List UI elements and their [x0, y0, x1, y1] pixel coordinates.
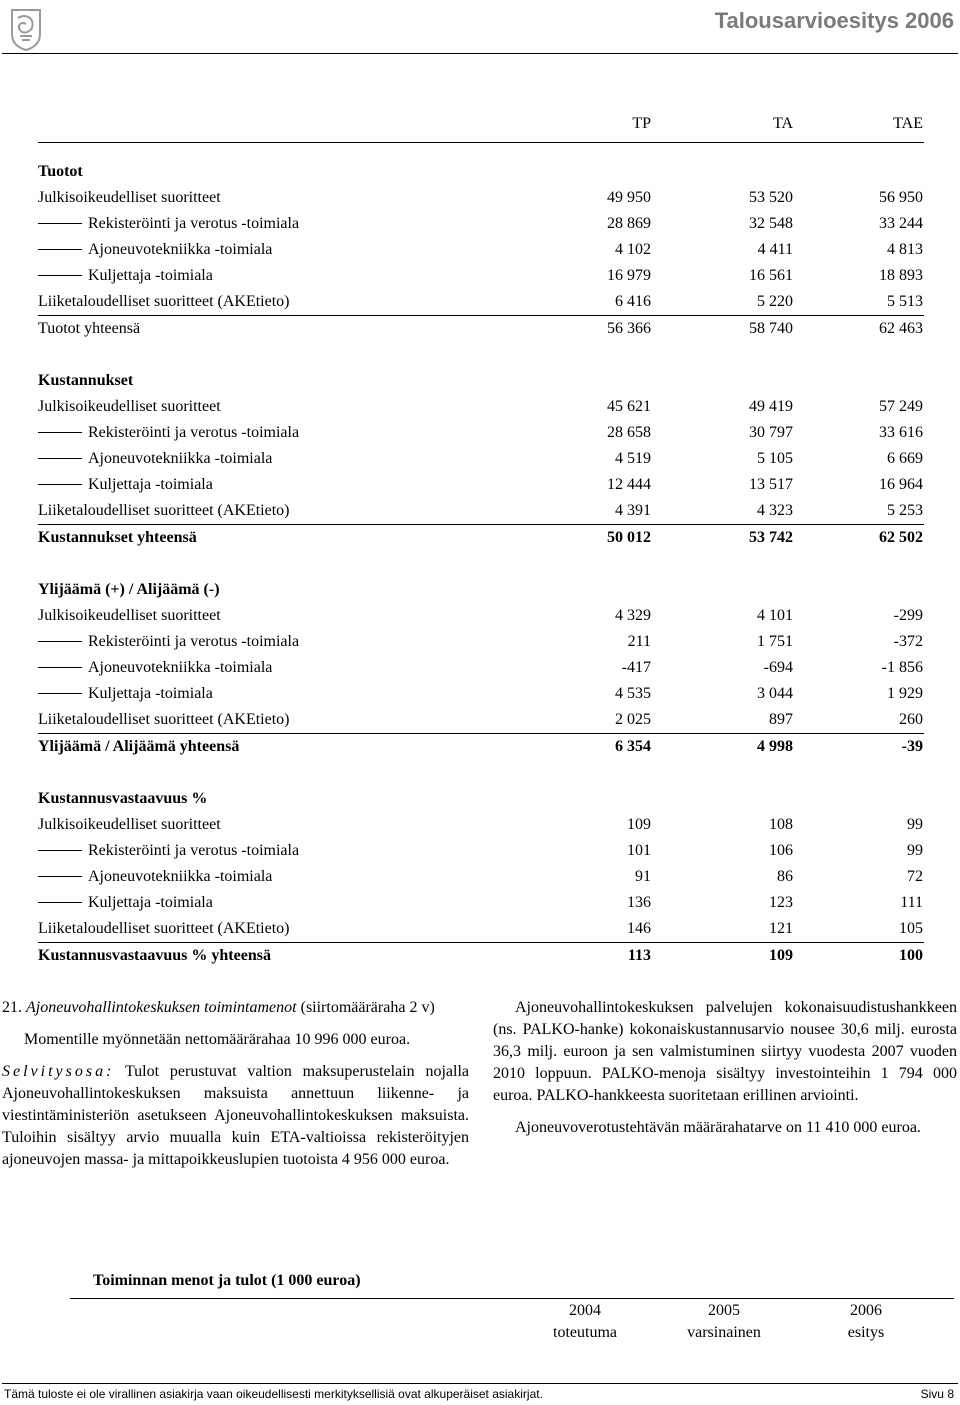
row-value: -372: [893, 633, 923, 650]
total-value: 62 463: [879, 320, 923, 337]
section-spacer: [38, 760, 924, 786]
row-value: 111: [900, 894, 923, 911]
row-value: 33 616: [879, 424, 923, 441]
row-label-text: Ajoneuvotekniikka -toimiala: [88, 659, 273, 676]
section-title: [38, 159, 924, 185]
row-value: 6 416: [615, 293, 651, 310]
row-value: 86: [777, 868, 793, 885]
row-value: 1 751: [757, 633, 793, 650]
table-row: [38, 420, 924, 446]
row-label-text: Rekisteröinti ja verotus -toimiala: [88, 633, 300, 650]
row-value: 13 517: [749, 476, 793, 493]
table-row: [38, 707, 924, 733]
selvitysosa-label: Selvitysosa:: [2, 1063, 115, 1080]
document-title: Talousarvioesitys 2006: [714, 8, 954, 33]
column-header-tae: TAE: [893, 115, 923, 132]
row-value: 28 869: [607, 215, 651, 232]
row-value: 45 621: [607, 398, 651, 415]
row-value: 16 964: [879, 476, 923, 493]
row-value: 4 329: [615, 607, 651, 624]
palko-paragraph: Ajoneuvohallintokeskuksen palvelujen kokonaisuudistushankkeen (ns. PALKO-hanke) kokonaiskustannusarvio nousee 30,6 milj. eurosta 36,3 milj. euroon ja sen valmistuminen siirtyy vuodesta 2007 vuoden 2010 loppuun. PALKO-menoja sisältyy investointeihin 1 794 000 euroa. PALKO-hankkeesta suoritetaan erillinen arviointi.: [493, 999, 957, 1104]
menot-col-2004: [525, 1300, 645, 1344]
row-value: 4 813: [887, 241, 923, 258]
row-label: [38, 446, 272, 472]
total-value: 58 740: [749, 320, 793, 337]
row-value: 16 561: [749, 267, 793, 284]
total-value: 109: [769, 947, 793, 964]
row-value: 30 797: [749, 424, 793, 441]
sub-item-dash: [38, 641, 82, 642]
total-value: 62 502: [879, 529, 923, 546]
table-row: [38, 211, 924, 237]
row-value: 53 520: [749, 189, 793, 206]
selvitysosa-paragraph: [2, 1061, 469, 1171]
total-value: 56 366: [607, 320, 651, 337]
menot-table-title: Toiminnan menot ja tulot (1 000 euroa): [93, 1272, 361, 1289]
row-value: 99: [907, 816, 923, 833]
lion-coat-of-arms-icon: [6, 4, 46, 52]
row-value: 12 444: [607, 476, 651, 493]
table-row: [38, 472, 924, 498]
section-title-label: Tuotot: [38, 163, 83, 180]
total-row: [38, 733, 924, 760]
sub-item-dash: [38, 484, 82, 485]
row-label-text: Julkisoikeudelliset suoritteet: [38, 189, 221, 206]
sub-item-dash: [38, 432, 82, 433]
row-value: 49 419: [749, 398, 793, 415]
section-title-label: Kustannusvastaavuus %: [38, 790, 208, 807]
total-value: 100: [899, 947, 923, 964]
row-label: [38, 838, 299, 864]
row-value: 5 253: [887, 502, 923, 519]
row-value: 99: [907, 842, 923, 859]
row-value: 28 658: [607, 424, 651, 441]
table-row: [38, 812, 924, 838]
table-row: [38, 394, 924, 420]
table-row: [38, 838, 924, 864]
table-row: [38, 655, 924, 681]
row-label-text: Kuljettaja -toimiala: [88, 267, 213, 284]
menot-col-label: varsinainen: [687, 1324, 761, 1341]
total-value: 113: [627, 947, 651, 964]
row-value: 2 025: [615, 711, 651, 728]
row-label: [38, 681, 213, 707]
row-value: 3 044: [757, 685, 793, 702]
row-label: [38, 707, 289, 733]
table-row: [38, 237, 924, 263]
row-value: 211: [627, 633, 651, 650]
menot-col-2005: [664, 1300, 784, 1344]
row-label-text: Rekisteröinti ja verotus -toimiala: [88, 215, 300, 232]
column-header-row: [38, 108, 924, 142]
item-heading: [2, 997, 469, 1019]
row-value: 136: [627, 894, 651, 911]
row-label: [38, 263, 213, 289]
table-row: [38, 890, 924, 916]
row-value: 16 979: [607, 267, 651, 284]
total-label: Kustannusvastaavuus % yhteensä: [38, 947, 271, 964]
row-label-text: Liiketaloudelliset suoritteet (AKEtieto): [38, 502, 290, 519]
column-header-tp: TP: [632, 115, 651, 132]
menot-col-2006: [806, 1300, 926, 1344]
row-label-text: Rekisteröinti ja verotus -toimiala: [88, 424, 300, 441]
row-label: [38, 812, 221, 838]
table-row: [38, 446, 924, 472]
row-label: [38, 603, 221, 629]
total-label: Tuotot yhteensä: [38, 320, 141, 337]
sub-item-dash: [38, 458, 82, 459]
row-value: 56 950: [879, 189, 923, 206]
section-spacer: [38, 551, 924, 577]
row-value: 123: [769, 894, 793, 911]
selvitysosa-text: Tulot perustuvat valtion maksuperustelain nojalla Ajoneuvohallintokeskuksen maksuista annettuun liikenne- ja viestintäministeriön asetukseen Ajoneuvohallintokeskuksen maksuista. Tuloihin sisältyy arvio muualla kuin ETA-valtioissa rekisteröityjen ajoneuvojen massa- ja mittapoikkeuslupien tuotoista 4 956 000 euroa.: [2, 1063, 469, 1168]
section-spacer: [38, 342, 924, 368]
row-label-text: Ajoneuvotekniikka -toimiala: [88, 241, 273, 258]
row-value: 32 548: [749, 215, 793, 232]
row-label: [38, 394, 221, 420]
menot-col-label: toteutuma: [553, 1324, 617, 1341]
row-label: [38, 890, 213, 916]
row-label-text: Ajoneuvotekniikka -toimiala: [88, 868, 273, 885]
row-label-text: Liiketaloudelliset suoritteet (AKEtieto): [38, 920, 290, 937]
row-label: [38, 185, 221, 211]
row-label: [38, 289, 289, 315]
table-row: [38, 916, 924, 942]
row-label-text: Ajoneuvotekniikka -toimiala: [88, 450, 273, 467]
table-row: [38, 185, 924, 211]
row-label-text: Kuljettaja -toimiala: [88, 685, 213, 702]
row-value: 18 893: [879, 267, 923, 284]
row-value: 4 535: [615, 685, 651, 702]
row-value: 4 519: [615, 450, 651, 467]
ajoneuvoverotus-paragraph: Ajoneuvoverotustehtävän määrärahatarve on 11 410 000 euroa.: [515, 1119, 921, 1136]
row-value: 121: [769, 920, 793, 937]
row-value: 6 669: [887, 450, 923, 467]
row-label-text: Kuljettaja -toimiala: [88, 476, 213, 493]
menot-col-year: 2005: [708, 1302, 740, 1319]
section-title: [38, 577, 924, 603]
left-text-column: [2, 997, 469, 1181]
total-value: 4 998: [757, 738, 793, 755]
sub-item-dash: [38, 249, 82, 250]
row-label: [38, 211, 299, 237]
row-value: 5 513: [887, 293, 923, 310]
row-value: 4 101: [757, 607, 793, 624]
item-number: 21.: [2, 999, 22, 1016]
total-label: Kustannukset yhteensä: [38, 529, 197, 546]
row-label: [38, 237, 272, 263]
row-label: [38, 420, 299, 446]
row-value: 108: [769, 816, 793, 833]
row-value: 1 929: [887, 685, 923, 702]
row-value: 4 391: [615, 502, 651, 519]
menot-col-year: 2006: [850, 1302, 882, 1319]
total-value: 50 012: [607, 529, 651, 546]
menot-col-label: esitys: [847, 1324, 885, 1341]
row-value: 49 950: [607, 189, 651, 206]
row-value: 109: [627, 816, 651, 833]
sub-item-dash: [38, 693, 82, 694]
table-row: [38, 263, 924, 289]
row-value: -694: [763, 659, 793, 676]
menot-col-year: 2004: [569, 1302, 601, 1319]
section-title: [38, 786, 924, 812]
financial-table: [38, 108, 924, 969]
row-label: [38, 498, 289, 524]
total-row: [38, 942, 924, 969]
row-label-text: Julkisoikeudelliset suoritteet: [38, 816, 221, 833]
table-row: [38, 629, 924, 655]
section-title: [38, 368, 924, 394]
row-value: 91: [635, 868, 651, 885]
footer-notice: Tämä tuloste ei ole virallinen asiakirja vaan oikeudellisesti merkityksellisiä ovat alkuperäiset asiakirjat.: [4, 1387, 543, 1401]
total-value: -39: [901, 738, 923, 755]
section-title-label: Kustannukset: [38, 372, 134, 389]
table-row: [38, 864, 924, 890]
total-label: Ylijäämä / Alijäämä yhteensä: [38, 738, 240, 755]
row-label: [38, 472, 213, 498]
sub-item-dash: [38, 850, 82, 851]
section-spacer: [38, 143, 924, 159]
total-row: [38, 524, 924, 551]
row-label-text: Julkisoikeudelliset suoritteet: [38, 398, 221, 415]
section-title-label: Ylijäämä (+) / Alijäämä (-): [38, 581, 220, 598]
row-value: 106: [769, 842, 793, 859]
row-value: 72: [907, 868, 923, 885]
sub-item-dash: [38, 876, 82, 877]
footer-divider: [2, 1383, 958, 1384]
sub-item-dash: [38, 667, 82, 668]
row-label-text: Kuljettaja -toimiala: [88, 894, 213, 911]
row-value: 105: [899, 920, 923, 937]
table-row: [38, 603, 924, 629]
page-number: Sivu 8: [920, 1387, 954, 1401]
item-title: Ajoneuvohallintokeskuksen toimintamenot: [26, 999, 297, 1016]
row-label-text: Liiketaloudelliset suoritteet (AKEtieto): [38, 711, 290, 728]
menot-table-rule: [70, 1298, 954, 1299]
appropriation-text: Momentille myönnetään nettomäärärahaa 10 996 000 euroa.: [24, 1031, 411, 1048]
row-value: 897: [769, 711, 793, 728]
row-value: 4 102: [615, 241, 651, 258]
row-value: -1 856: [881, 659, 923, 676]
row-label-text: Liiketaloudelliset suoritteet (AKEtieto): [38, 293, 290, 310]
sub-item-dash: [38, 902, 82, 903]
row-label: [38, 629, 299, 655]
row-value: 57 249: [879, 398, 923, 415]
table-row: [38, 681, 924, 707]
total-value: 53 742: [749, 529, 793, 546]
row-label: [38, 864, 272, 890]
header-divider: [2, 53, 958, 54]
row-value: 33 244: [879, 215, 923, 232]
item-type: (siirtomääräraha 2 v): [300, 999, 435, 1016]
table-row: [38, 289, 924, 315]
column-header-ta: TA: [772, 115, 793, 132]
row-value: 101: [627, 842, 651, 859]
row-value: 4 411: [757, 241, 793, 258]
total-value: 6 354: [615, 738, 651, 755]
row-value: -299: [893, 607, 923, 624]
sub-item-dash: [38, 275, 82, 276]
sub-item-dash: [38, 223, 82, 224]
right-text-column: [493, 997, 957, 1149]
row-label-text: Julkisoikeudelliset suoritteet: [38, 607, 221, 624]
row-value: 146: [627, 920, 651, 937]
row-value: 260: [899, 711, 923, 728]
row-value: 5 220: [757, 293, 793, 310]
row-value: 4 323: [757, 502, 793, 519]
row-label: [38, 655, 272, 681]
row-value: -417: [621, 659, 651, 676]
row-label-text: Rekisteröinti ja verotus -toimiala: [88, 842, 300, 859]
table-row: [38, 498, 924, 524]
row-value: 5 105: [757, 450, 793, 467]
total-row: [38, 315, 924, 342]
row-label: [38, 916, 289, 942]
